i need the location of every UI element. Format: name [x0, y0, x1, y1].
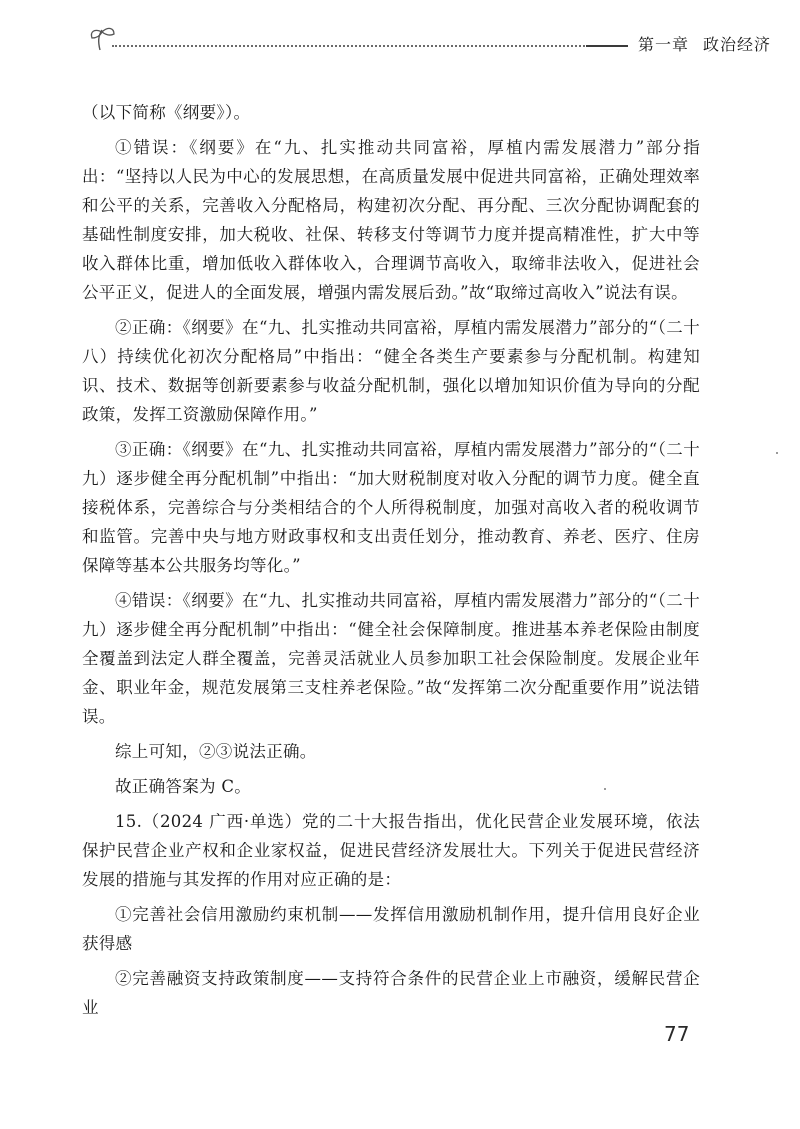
header-title	[638, 32, 771, 55]
paragraph: ①错误：《纲要》在“九、扎实推动共同富裕，厚植内需发展潜力”部分指出：“坚持以人民为中心的发展思想，在高质量发展中促进共同富裕，正确处理效率和公平的关系，完善收入分配格局，构建初次分配、再分配、三次分配协调配套的基础性制度安排，加大税收、社保、转移支付等调节力度并提高精准性，扩大中等收入群体比重，增加低收入群体收入，合理调节高收入，取缔非法收入，促进社会公平正义，促进人的全面发展，增强内需发展后劲。”故“取缔过高收入”说法有误。	[82, 138, 700, 302]
leaf-ornament-icon	[86, 22, 118, 54]
paragraph: 故正确答案为 C。	[115, 777, 252, 796]
scan-speck	[776, 452, 778, 454]
option-item: ①完善社会信用激励约束机制——发挥信用激励机制作用，提升信用良好企业获得感	[82, 905, 700, 953]
paragraph: （以下简称《纲要》）。	[82, 103, 251, 122]
option-item: ②完善融资支持政策制度——支持符合条件的民营企业上市融资，缓解民营企业	[82, 969, 700, 1017]
main-text	[82, 98, 700, 1028]
paragraph: ④错误：《纲要》在“九、扎实推动共同富裕，厚植内需发展潜力”部分的“（二十九）逐步健全再分配机制”中指出：“健全社会保障制度。推进基本养老保险由制度全覆盖到法定人群全覆盖，完善灵活就业人员参加职工社会保险制度。发展企业年金、职业年金，规范发展第三支柱养老保险。”故“发挥第二次分配重要作用”说法错误。	[82, 591, 700, 726]
paragraph: ②正确：《纲要》在“九、扎实推动共同富裕，厚植内需发展潜力”部分的“（二十八）持续优化初次分配格局”中指出：“健全各类生产要素参与分配机制。构建知识、技术、数据等创新要素参与收益分配机制，强化以增加知识价值为导向的分配政策，发挥工资激励保障作用。”	[82, 318, 700, 424]
chapter-label: 第一章	[638, 35, 690, 54]
question-stem: 15.（2024 广西·单选）党的二十大报告指出，优化民营企业发展环境，依法保护民营企业产权和企业家权益，促进民营经济发展壮大。下列关于促进民营经济发展的措施与其发挥的作用对应正确的是：	[82, 812, 700, 889]
header-dotted-rule	[112, 45, 628, 47]
header-solid-rule	[586, 45, 628, 47]
section-label: 政治经济	[703, 35, 772, 54]
paragraph: 综上可知，②③说法正确。	[115, 742, 317, 761]
paragraph: ③正确：《纲要》在“九、扎实推动共同富裕，厚植内需发展潜力”部分的“（二十九）逐步健全再分配机制”中指出：“加大财税制度对收入分配的调节力度。健全直接税体系，完善综合与分类相结合的个人所得税制度，加强对高收入者的税收调节和监管。完善中央与地方财政事权和支出责任划分，推动教育、养老、医疗、住房保障等基本公共服务均等化。”	[82, 440, 700, 575]
running-header	[86, 22, 772, 62]
scan-speck	[604, 788, 606, 790]
page-number: 77	[664, 1022, 690, 1046]
